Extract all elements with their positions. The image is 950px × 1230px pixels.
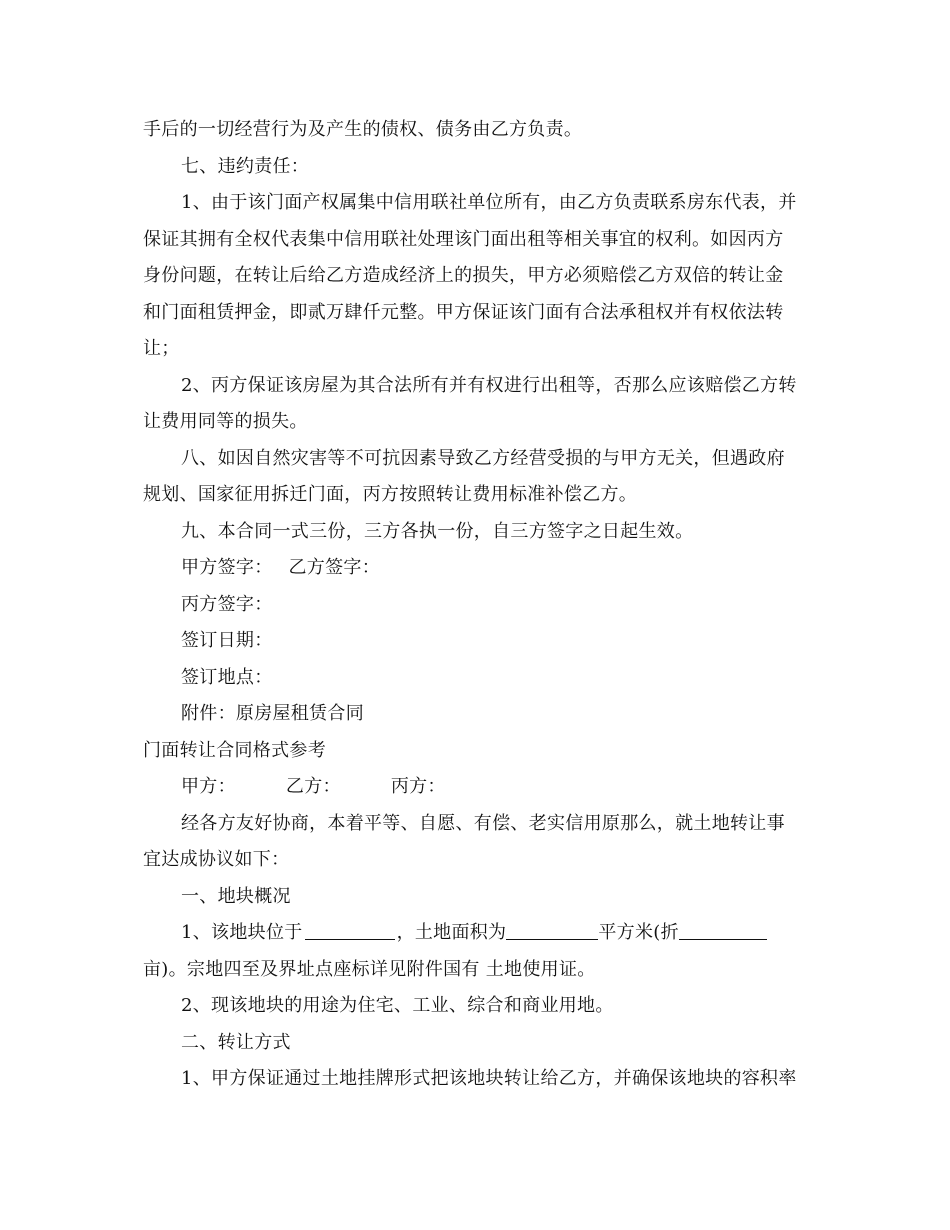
paragraph-line: 规划、国家征用拆迁门面，丙方按照转让费用标准补偿乙方。	[143, 484, 638, 505]
location-label: 1、该地块位于	[181, 922, 303, 943]
paragraph-line: 九、本合同一式三份，三方各执一份，自三方签字之日起生效。	[181, 520, 694, 542]
document-body	[143, 112, 813, 1098]
paragraph-line: 宜达成协议如下：	[143, 849, 290, 870]
paragraph-line: 手后的一切经营行为及产生的债权、债务由乙方负责。	[143, 119, 583, 140]
area-label: ，土地面积为	[396, 922, 507, 943]
parties-line	[143, 769, 813, 806]
section-title: 门面转让合同格式参考	[143, 739, 326, 761]
party-a-label: 甲方：	[181, 776, 236, 797]
paragraph-line: 经各方友好协商，本着平等、自愿、有偿、老实信用原那么，就土地转让事	[181, 812, 785, 834]
party-b-label: 乙方：	[285, 776, 341, 797]
section-heading-transfer: 二、转让方式	[181, 1031, 291, 1053]
paragraph-line: 让费用同等的损失。	[143, 411, 308, 432]
sign-place-label: 签订地点：	[181, 666, 273, 688]
sign-date-label: 签订日期：	[181, 630, 273, 651]
signature-line-a-b	[143, 550, 813, 587]
land-location-line	[143, 915, 813, 952]
paragraph-line: 1、甲方保证通过土地挂牌形式把该地块转让给乙方，并确保该地块的容积率	[181, 1068, 797, 1089]
paragraph-line: 让；	[143, 338, 180, 359]
paragraph-line: 八、如因自然灾害等不可抗因素导致乙方经营受损的与甲方无关，但遇政府	[181, 447, 785, 469]
location-blank	[305, 921, 395, 940]
attachment-line: 附件：原房屋租赁合同	[181, 703, 364, 724]
mu-blank	[679, 921, 767, 940]
paragraph-line: 亩)。宗地四至及界址点座标详见附件国有 土地使用证。	[143, 958, 596, 980]
paragraph-line: 2、现该地块的用途为住宅、工业、综合和商业用地。	[181, 995, 614, 1016]
section-heading-breach: 七、违约责任：	[181, 155, 310, 177]
paragraph-line: 1、由于该门面产权属集中信用联社单位所有，由乙方负责联系房东代表，并	[181, 192, 797, 213]
sign-label-c: 丙方签字：	[181, 593, 273, 615]
paragraph-line: 2、丙方保证该房屋为其合法所有并有权进行出租等，否那么应该赔偿乙方转	[181, 374, 797, 396]
area-unit-label: 平方米(折	[598, 922, 679, 943]
party-c-label: 丙方：	[390, 776, 446, 797]
paragraph-line: 和门面租赁押金，即贰万肆仟元整。甲方保证该门面有合法承租权并有权依法转	[143, 301, 784, 323]
section-heading-land: 一、地块概况	[181, 885, 291, 907]
area-blank	[506, 921, 598, 940]
paragraph-line: 身份问题，在转让后给乙方造成经济上的损失，甲方必须赔偿乙方双倍的转让金	[143, 265, 784, 286]
sign-label-a: 甲方签字：	[181, 557, 273, 578]
sign-label-b: 乙方签字：	[288, 557, 380, 578]
paragraph-line: 保证其拥有全权代表集中信用联社处理该门面出租等相关事宜的权利。如因丙方	[143, 228, 784, 250]
